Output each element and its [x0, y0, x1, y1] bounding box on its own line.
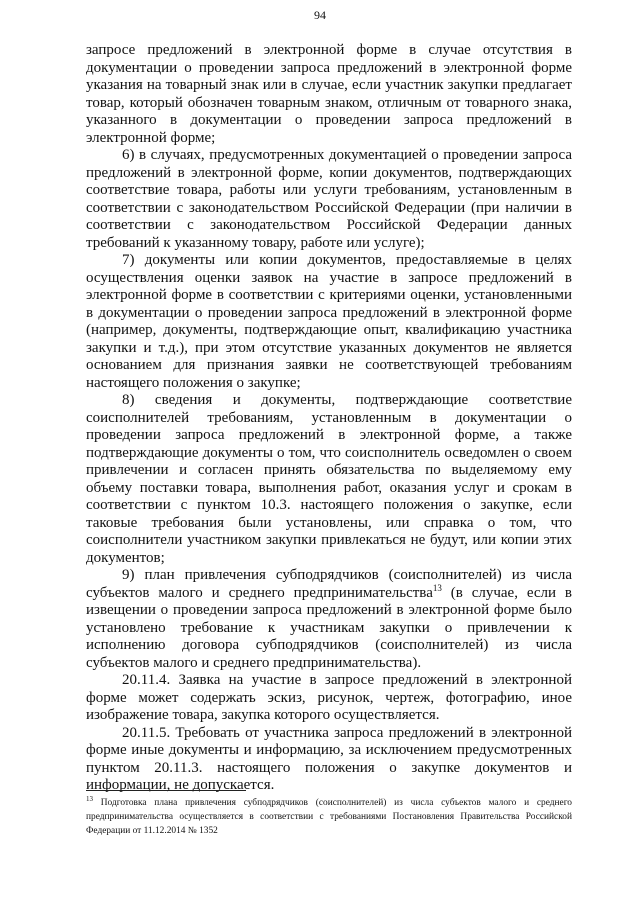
paragraph-continuation: запросе предложений в электронной форме в случае отсутствия в документации о проведении запроса предложений в электронной форме указания на товарный знак или в случае, если участник закупки предлагает товар, который обозначен товарным знаком, отличным от товарного знака, указанного в документации о проведении запроса предложений в электронной форме; — [86, 42, 572, 146]
item-9-text-before: 9) план привлечения субподрядчиков (соисполнителей) из числа субъектов малого и среднего предпринимательства — [86, 567, 572, 601]
page-number: 94 — [314, 8, 326, 22]
item-9-text-after: (в случае, если в извещении о проведении запроса предложений в электронной форме было установлено требование к участникам закупки о привлечении к исполнению договора субподрядчиков (соисполнителей) из числа субъектов малого и среднего предпринимательства). — [86, 584, 572, 671]
footnote-number: 13 — [86, 794, 93, 803]
paragraph-20-11-5: 20.11.5. Требовать от участника запроса предложений в электронной форме иные документы и информацию, за исключением предусмотренных пунктом 20.11.3. настоящего положения о закупке документов и информации, не допускается. — [86, 724, 572, 793]
footnote — [86, 796, 572, 838]
paragraph-item-6: 6) в случаях, предусмотренных документацией о проведении запроса предложений в электронной форме, копии документов, подтверждающих соответствие товара, работы или услуги требованиям, установленным в соответствии с законодательством Российской Федерации (при наличии в соответствии с законодательством Российской Федерации данных требований к указанному товару, работе или услуге); — [86, 147, 572, 251]
paragraph-item-8: 8) сведения и документы, подтверждающие соответствие соисполнителей требованиям, установленным в документации о проведении запроса предложений в электронной форме, а также подтверждающие документы о том, что соисполнитель осведомлен о своем привлечении и согласен принять обязательства по выделяемому ему объему поставки товара, выполнения работ, оказания услуг и срокам в соответствии с пунктом 10.3. настоящего положения о закупке, если таковые требования были установлены, или справка о том, что соисполнители участником закупки привлекаться не будут, или копии этих документов; — [86, 392, 572, 566]
paragraph-item-9 — [86, 567, 572, 672]
body-text — [86, 42, 572, 795]
footnote-divider — [86, 790, 246, 791]
footnote-text: Подготовка плана привлечения субподрядчиков (соисполнителей) из числа субъектов малого и среднего предпринимательства осуществляется в соответствии с требованиями Постановления Правительства Российской Федерации от 11.12.2014 № 1352 — [86, 798, 572, 836]
paragraph-item-7: 7) документы или копии документов, предоставляемые в целях осуществления оценки заявок на участие в запросе предложений в электронной форме в соответствии с критериями оценки, установленными в документации о проведении запроса предложений в электронной форме (например, документы, подтверждающие опыт, квалификацию участника закупки и т.д.), при этом отсутствие указанных документов не является основанием для признания заявки не соответствующей требованиям настоящего положения о закупке; — [86, 252, 572, 391]
paragraph-20-11-4: 20.11.4. Заявка на участие в запросе предложений в электронной форме может содержать эскиз, рисунок, чертеж, фотографию, иное изображение товара, закупка которого осуществляется. — [86, 672, 572, 723]
footnote-reference: 13 — [432, 582, 442, 593]
